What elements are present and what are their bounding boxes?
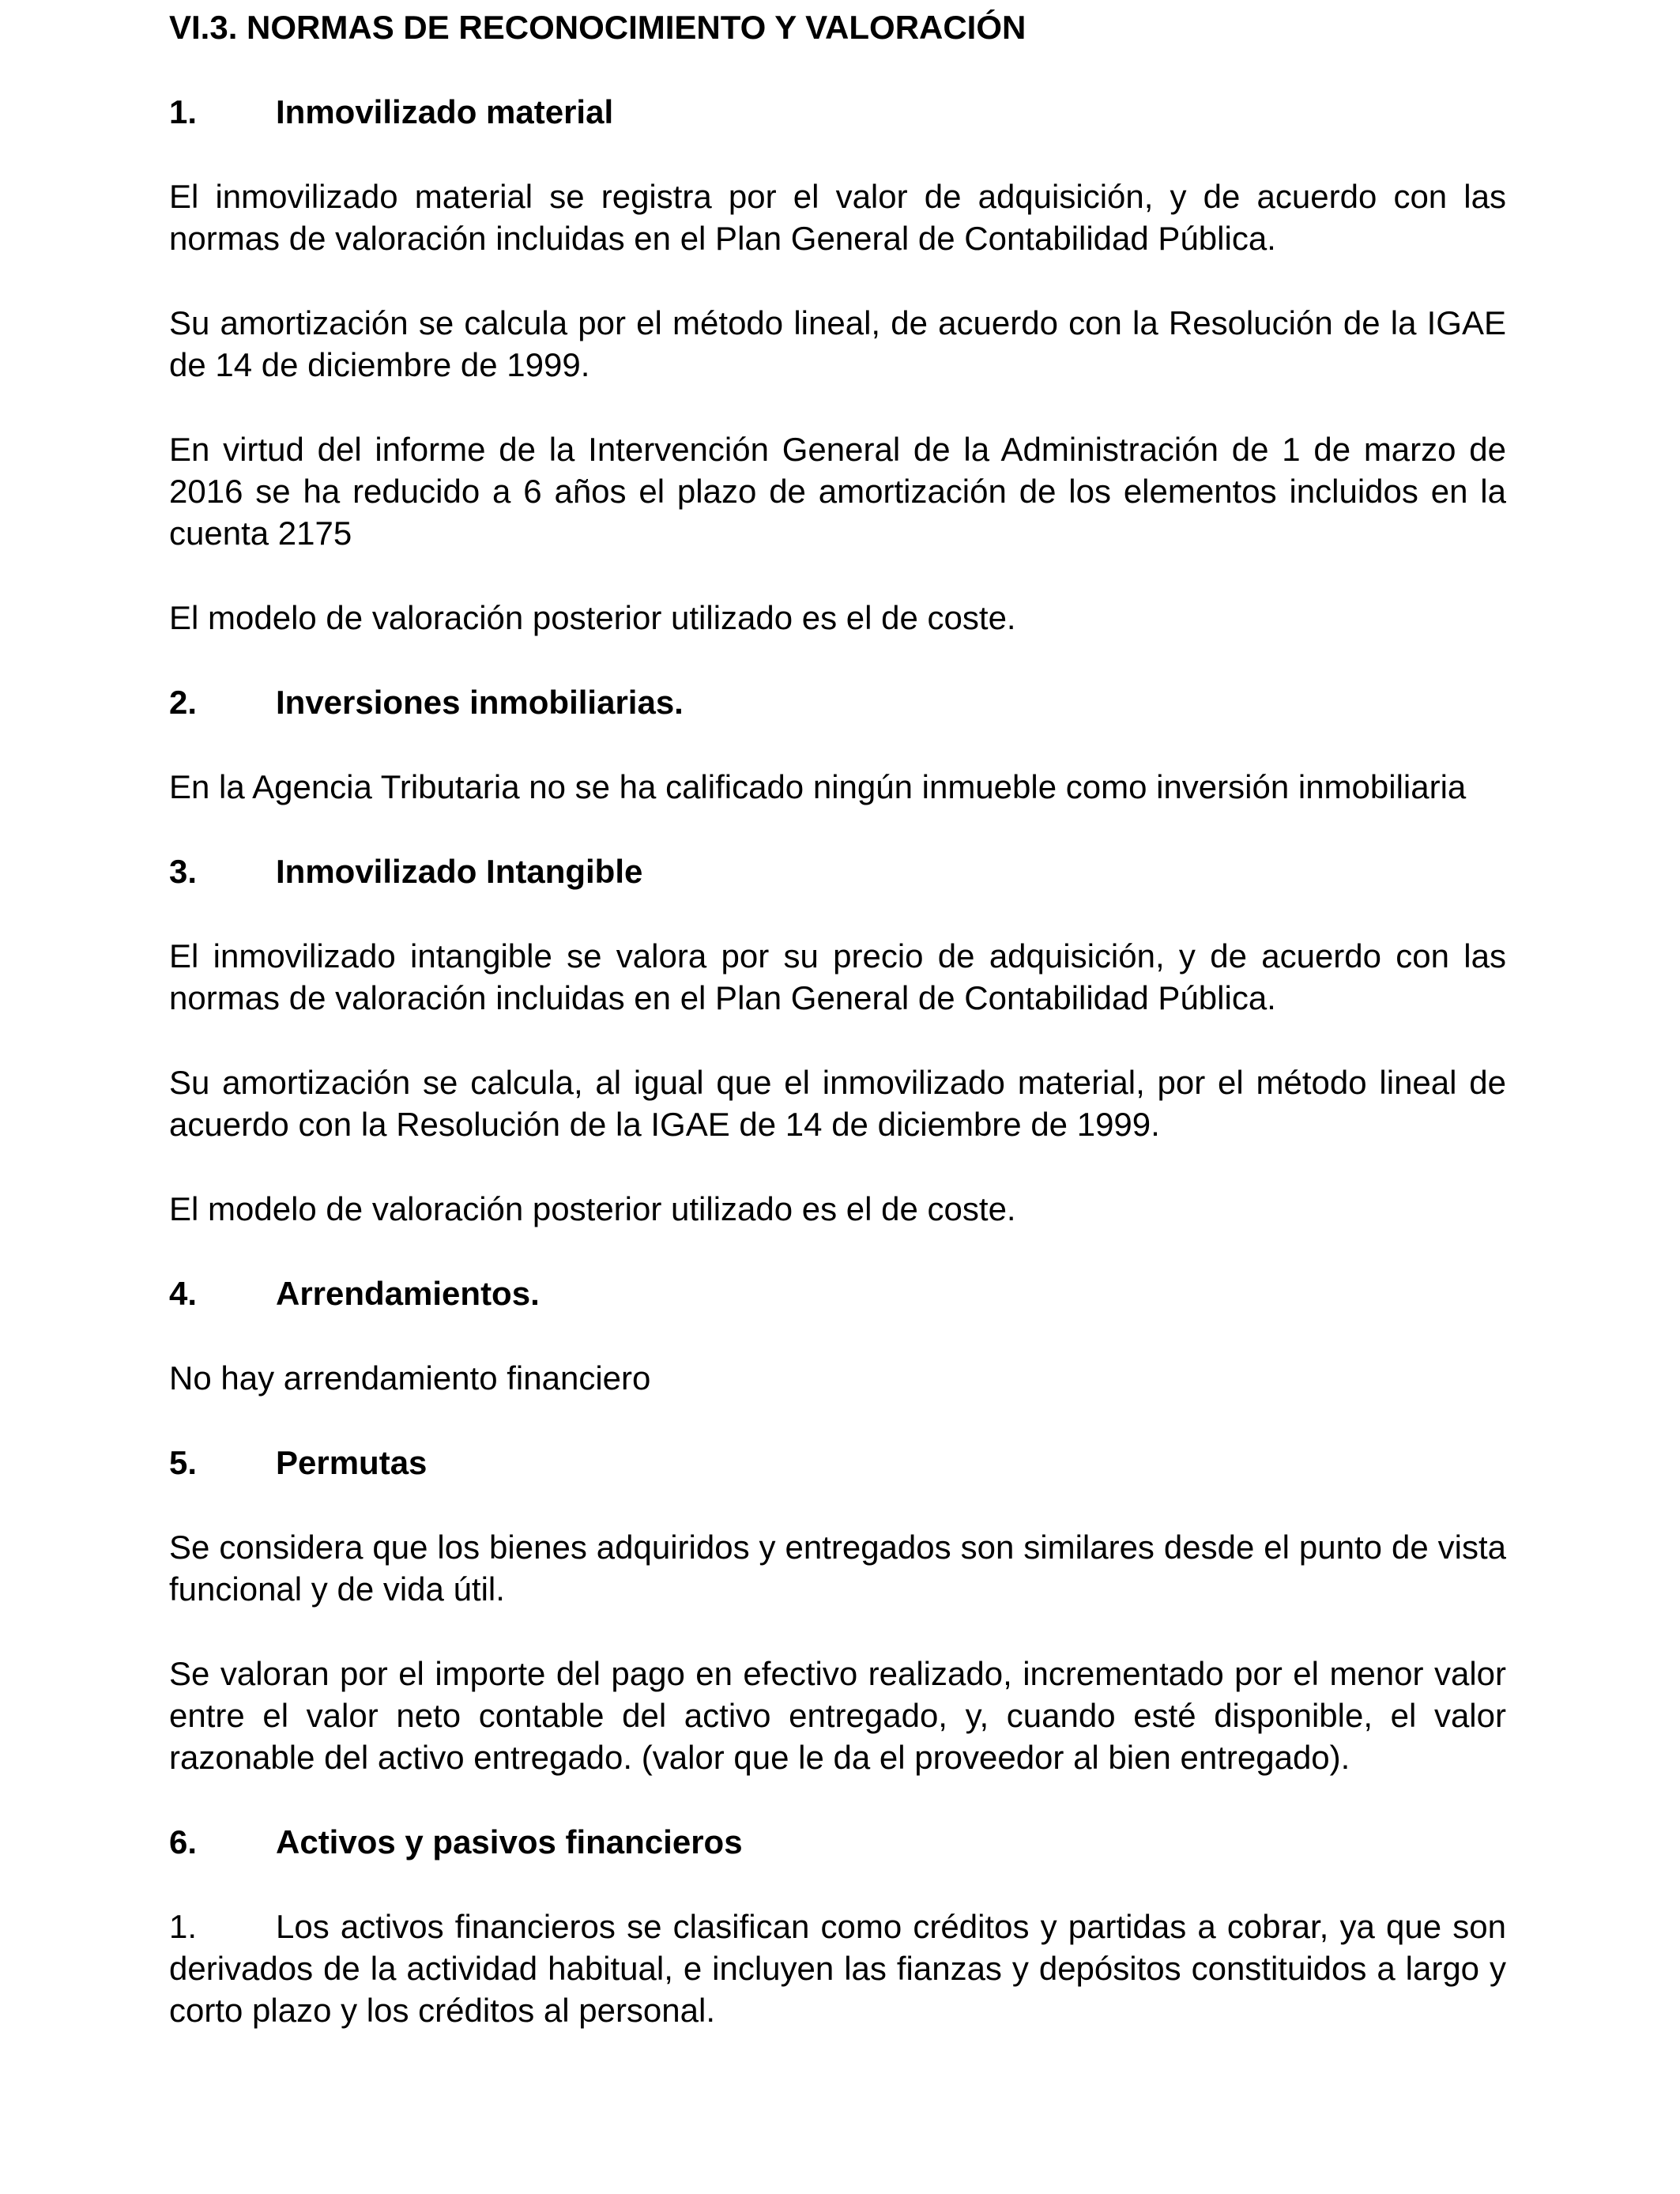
section-number: 6.	[169, 1823, 198, 1860]
section-number: 3.	[169, 853, 198, 890]
paragraph: El inmovilizado material se registra por el valor de adquisición, y de acuerdo con las normas de valoración incluidas en el Plan General de Contabilidad Pública.	[169, 178, 1506, 257]
paragraph: En la Agencia Tributaria no se ha calificado ningún inmueble como inversión inmobiliaria	[169, 768, 1467, 805]
section-heading-2	[169, 681, 1506, 723]
numbered-paragraph	[169, 1906, 1506, 2031]
section-title: Inversiones inmobiliarias.	[276, 684, 684, 721]
paragraph: El inmovilizado intangible se valora por su precio de adquisición, y de acuerdo con las normas de valoración incluidas en el Plan General de Contabilidad Pública.	[169, 937, 1506, 1016]
section-title: Permutas	[276, 1444, 428, 1481]
section-heading-1	[169, 91, 1506, 133]
section-title: Arrendamientos.	[276, 1275, 540, 1312]
section-heading-4	[169, 1272, 1506, 1314]
paragraph: El modelo de valoración posterior utilizado es el de coste.	[169, 1190, 1016, 1227]
section-title: Inmovilizado material	[276, 93, 614, 130]
document-page	[169, 0, 1506, 2031]
section-heading-6	[169, 1821, 1506, 1863]
section-heading-5	[169, 1442, 1506, 1483]
section-title: Activos y pasivos financieros	[276, 1823, 743, 1860]
section-number: 5.	[169, 1444, 198, 1481]
paragraph: Su amortización se calcula, al igual que el inmovilizado material, por el método lineal de acuerdo con la Resolución de la IGAE de 14 de diciembre de 1999.	[169, 1064, 1506, 1143]
paragraph: No hay arrendamiento financiero	[169, 1359, 651, 1397]
paragraph: En virtud del informe de la Intervención General de la Administración de 1 de marzo de 2016 se ha reducido a 6 años el plazo de amortización de los elementos incluidos en la cuenta 2175	[169, 431, 1506, 552]
item-number: 1.	[169, 1908, 198, 1945]
section-number: 2.	[169, 684, 198, 721]
paragraph: Se valoran por el importe del pago en efectivo realizado, incrementado por el menor valor entre el valor neto contable del activo entregado, y, cuando esté disponible, el valor razonable del activo entregado. (valor que le da el proveedor al bien entregado).	[169, 1655, 1506, 1776]
paragraph: Su amortización se calcula por el método lineal, de acuerdo con la Resolución de la IGAE de 14 de diciembre de 1999.	[169, 304, 1506, 383]
section-title: Inmovilizado Intangible	[276, 853, 643, 890]
paragraph: El modelo de valoración posterior utilizado es el de coste.	[169, 599, 1016, 636]
section-number: 4.	[169, 1275, 198, 1312]
section-heading-3	[169, 850, 1506, 892]
section-number: 1.	[169, 93, 198, 130]
item-text: Los activos financieros se clasifican como créditos y partidas a cobrar, ya que son derivados de la actividad habitual, e incluyen las fianzas y depósitos constituidos a largo y corto plazo y los créditos al personal.	[169, 1908, 1506, 2029]
paragraph: Se considera que los bienes adquiridos y entregados son similares desde el punto de vista funcional y de vida útil.	[169, 1529, 1506, 1608]
page-title: VI.3. NORMAS DE RECONOCIMIENTO Y VALORACIÓN	[169, 9, 1026, 46]
